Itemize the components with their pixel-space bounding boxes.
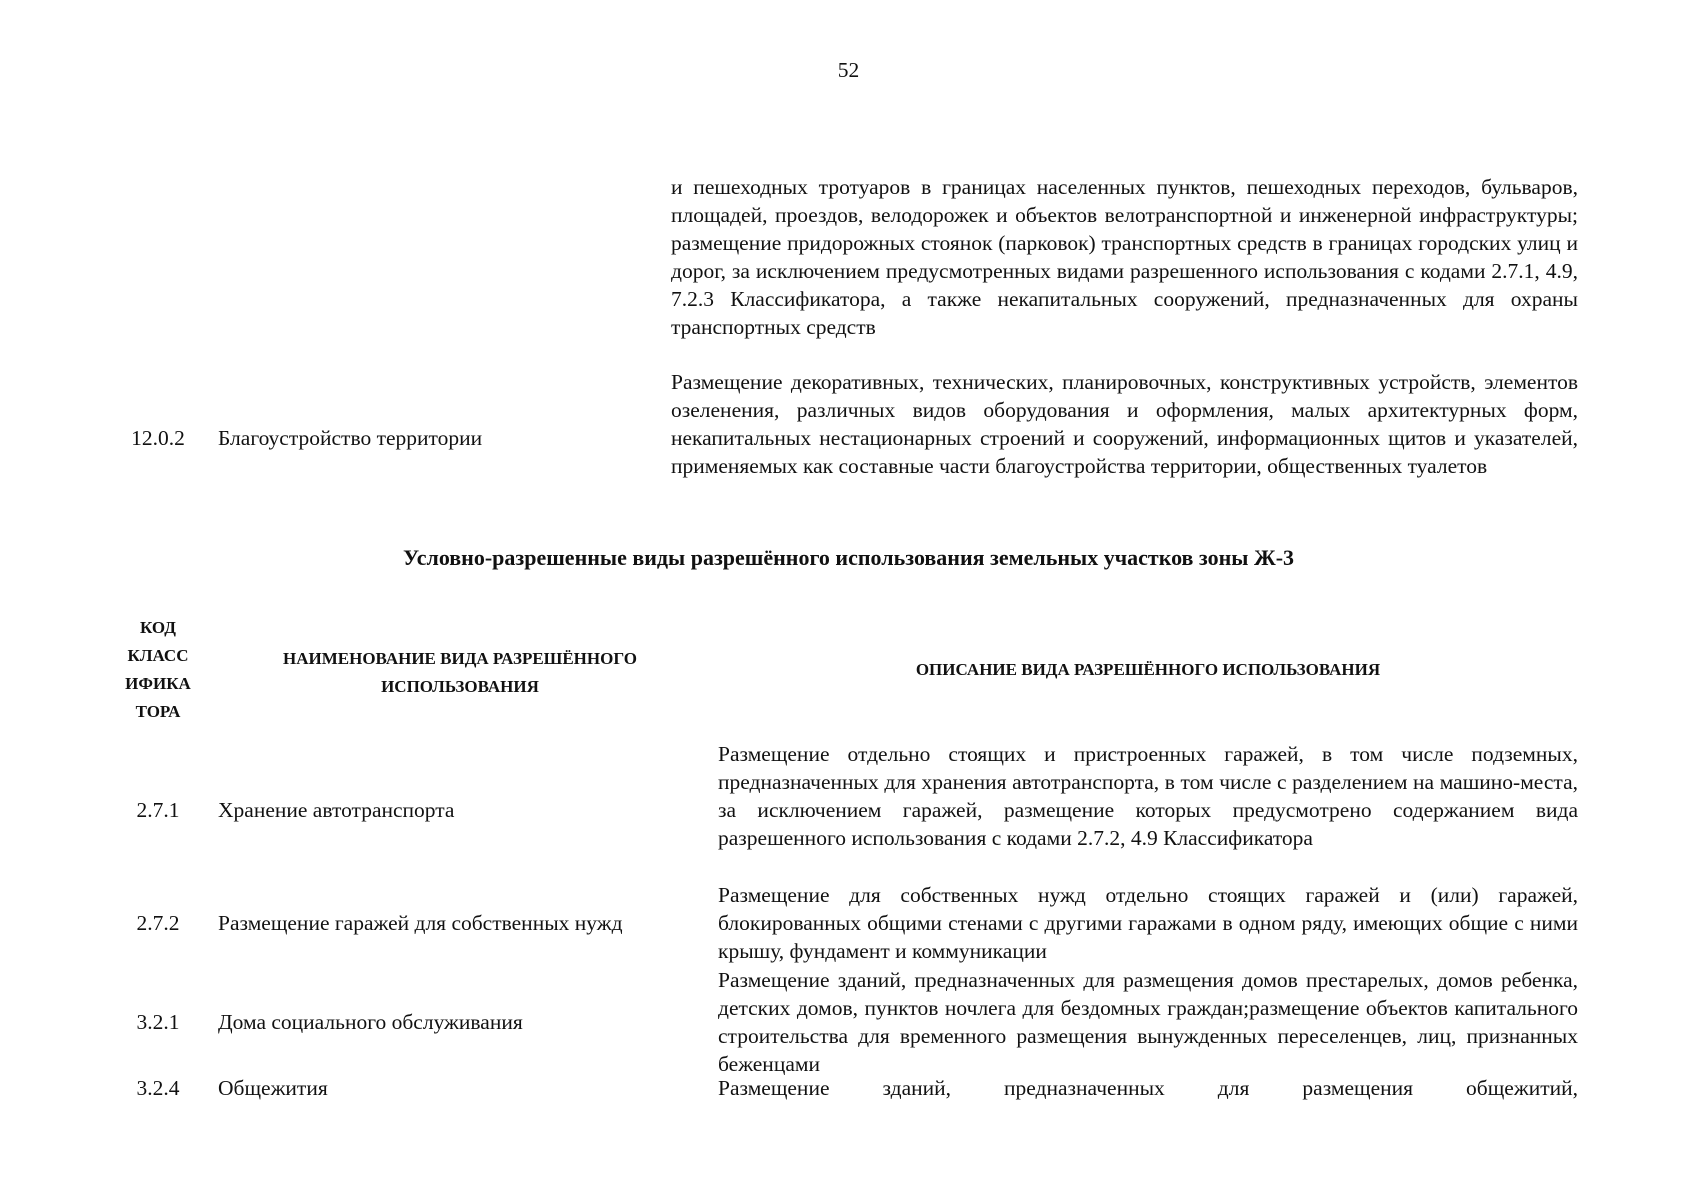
row-code: 2.7.2 — [136, 911, 180, 935]
header-code — [110, 614, 206, 726]
row-description: Размещение зданий, предназначенных для размещения домов престарелых, домов ребенка, детских домов, пунктов ночлега для бездомных граждан;размещение объектов капитального строительства для временного размещения вынужденных переселенцев, лиц, признанных беженцами — [718, 968, 1578, 1076]
row-name: Дома социального обслуживания — [218, 1010, 523, 1034]
header-name — [244, 645, 676, 701]
section-heading: Условно-разрешенные виды разрешённого использования земельных участков зоны Ж-3 — [402, 545, 1295, 570]
row-description: Размещение зданий, предназначенных для размещения общежитий, — [718, 1076, 1578, 1100]
row-code: 3.2.1 — [136, 1010, 180, 1034]
row-code: 2.7.1 — [136, 798, 180, 822]
row-description: Размещение декоративных, технических, планировочных, конструктивных устройств, элементов озеленения, различных видов оборудования и оформления, малых архитектурных форм, некапитальных нестационарных строений и сооружений, информационных щитов и указателей, применяемых как составные части благоустройства территории, общественных туалетов — [671, 370, 1578, 478]
page-number: 52 — [837, 58, 860, 82]
continued-description: и пешеходных тротуаров в границах населенных пунктов, пешеходных переходов, бульваров, площадей, проездов, велодорожек и объектов велотранспортной и инженерной инфраструктуры; размещение придорожных стоянок (парковок) транспортных средств в границах городских улиц и дорог, за исключением предусмотренных видами разрешенного использования с кодами 2.7.1, 4.9, 7.2.3 Классификатора, а также некапитальных сооружений, предназначенных для охраны транспортных средств — [671, 175, 1578, 339]
row-description: Размещение для собственных нужд отдельно стоящих гаражей и (или) гаражей, блокированных общими стенами с другими гаражами в одном ряду, имеющих общие с ними крышу, фундамент и коммуникации — [718, 883, 1578, 963]
header-name-line: ИСПОЛЬЗОВАНИЯ — [381, 677, 539, 696]
header-code-line: КЛАСС — [127, 646, 189, 665]
header-name-line: НАИМЕНОВАНИЕ ВИДА РАЗРЕШЁННОГО — [283, 649, 637, 668]
row-name: Хранение автотранспорта — [218, 798, 455, 822]
row-name: Размещение гаражей для собственных нужд — [218, 911, 623, 935]
row-code: 3.2.4 — [136, 1076, 180, 1100]
row-code: 12.0.2 — [131, 426, 185, 450]
table-row — [0, 368, 1697, 510]
row-name: Благоустройство территории — [218, 426, 483, 450]
row-description: Размещение отдельно стоящих и пристроенных гаражей, в том числе подземных, предназначенных для хранения автотранспорта, в том числе с разделением на машино-места, за исключением гаражей, размещение которых предусмотрено содержанием вида разрешенного использования с кодами 2.7.2, 4.9 Классификатора — [718, 742, 1578, 850]
row-name: Общежития — [218, 1076, 328, 1100]
header-code-line: ТОРА — [135, 702, 181, 721]
header-code-line: КОД — [140, 618, 176, 637]
header-code-line: ИФИКА — [125, 674, 191, 693]
header-description: ОПИСАНИЕ ВИДА РАЗРЕШЁННОГО ИСПОЛЬЗОВАНИЯ — [915, 660, 1381, 679]
